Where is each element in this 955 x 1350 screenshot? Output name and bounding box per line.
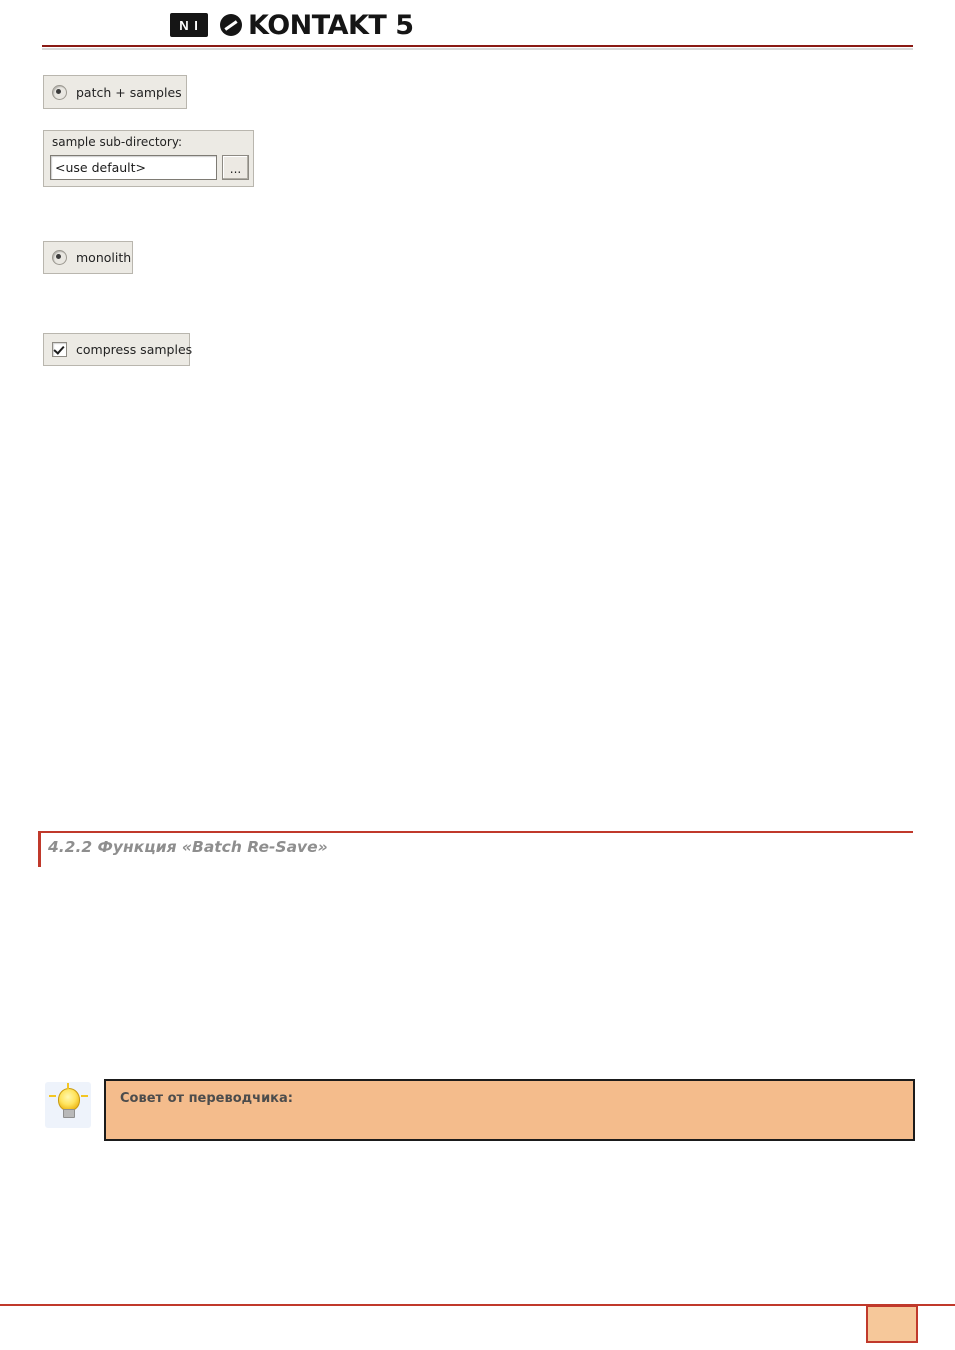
header-rule-accent (42, 45, 913, 47)
section-rule (38, 831, 913, 833)
lightbulb-glass (58, 1088, 80, 1111)
header-rule-shadow (42, 48, 913, 50)
lightbulb-ray-left (49, 1095, 56, 1097)
lightbulb-ray-top (67, 1083, 69, 1089)
lightbulb-base (63, 1109, 75, 1118)
patch-plus-samples-label: patch + samples (76, 84, 182, 100)
patch-plus-samples-radio[interactable] (52, 85, 67, 100)
monolith-option[interactable] (43, 241, 133, 274)
translator-tip-title: Совет от переводчика: (120, 1091, 293, 1106)
patch-plus-samples-option[interactable] (43, 75, 187, 109)
compress-samples-option[interactable] (43, 333, 193, 366)
translator-tip-box (104, 1079, 915, 1141)
kontakt-wordmark: KONTAKT 5 (248, 9, 414, 41)
section-heading: 4.2.2 Функция «Batch Re-Save» (48, 838, 328, 856)
sample-subdirectory-group (43, 130, 254, 187)
compress-samples-label: compress samples (76, 342, 193, 357)
page-number-box (866, 1305, 918, 1343)
monolith-radio[interactable] (52, 250, 67, 265)
native-instruments-logo: N I (170, 13, 208, 37)
browse-button[interactable]: ... (222, 155, 249, 180)
sample-subdirectory-label: sample sub-directory: (52, 135, 183, 149)
ni-circle-slash-icon (220, 14, 242, 36)
kontakt-logo (170, 9, 425, 41)
compress-samples-checkbox[interactable] (52, 342, 67, 357)
footer-rule (0, 1304, 955, 1306)
lightbulb-ray-right (81, 1095, 88, 1097)
monolith-label: monolith (76, 250, 132, 265)
section-accent-bar (38, 831, 41, 867)
sample-subdirectory-input[interactable]: <use default> (50, 155, 217, 180)
lightbulb-icon (45, 1082, 91, 1128)
